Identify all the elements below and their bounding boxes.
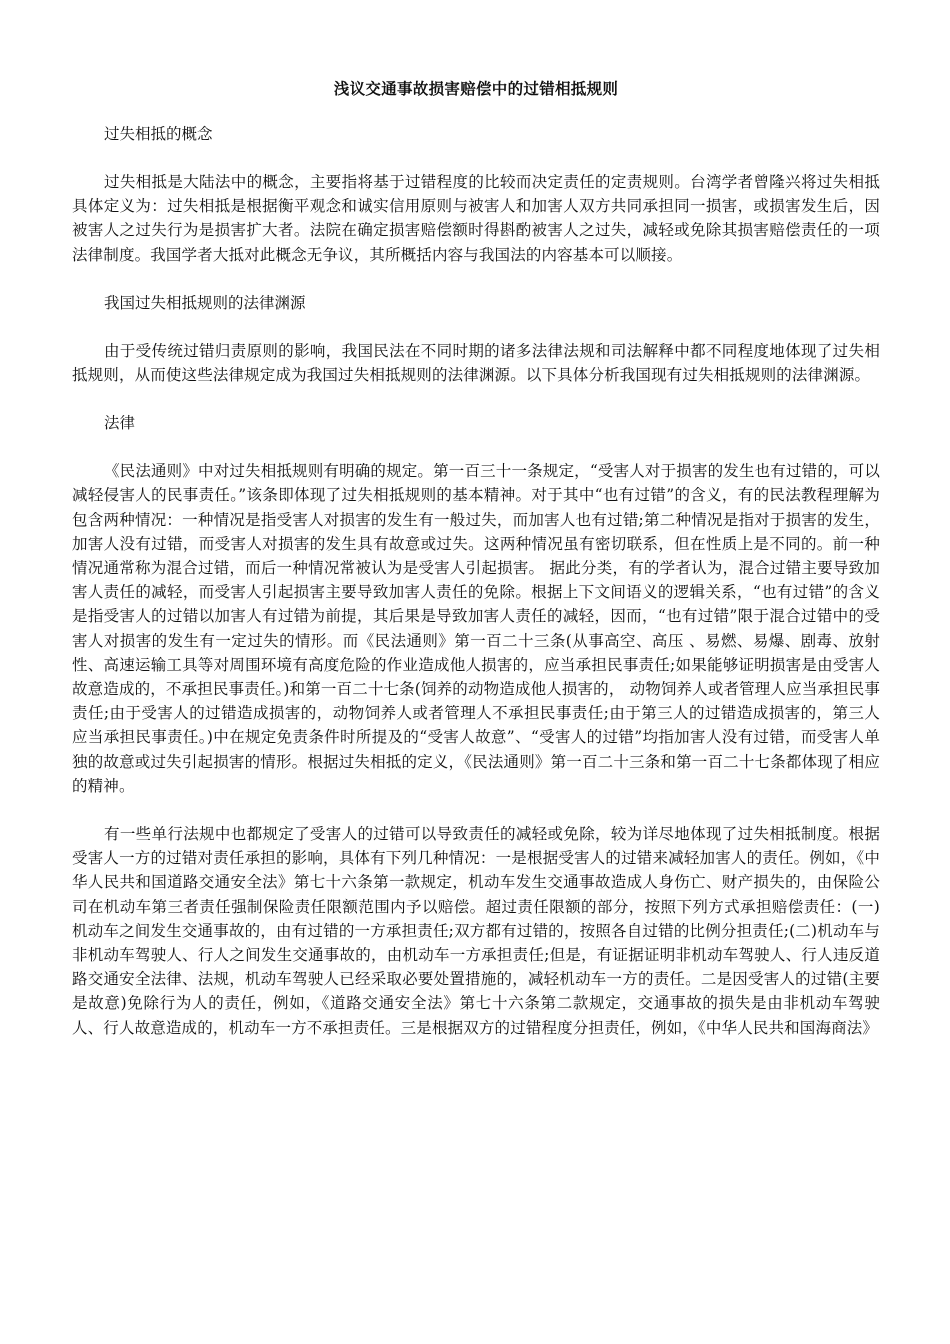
paragraph: 由于受传统过错归责原则的影响，我国民法在不同时期的诸多法律法规和司法解释中都不同程度地体现了过失相抵规则，从而使这些法律规定成为我国过失相抵规则的法律渊源。以下具体分析我国现有过失相抵规则的法律渊源。	[72, 341, 880, 385]
section-heading: 我国过失相抵规则的法律渊源	[104, 293, 306, 312]
section-heading: 法律	[104, 414, 136, 433]
paragraph: 《民法通则》中对过失相抵规则有明确的规定。第一百三十一条规定，“受害人对于损害的发生也有过错的，可以减轻侵害人的民事责任。”该条即体现了过失相抵规则的基本精神。对于其中“也有过错”的含义，有的民法教程理解为包含两种情况：一种情况是指受害人对损害的发生有一般过失，而加害人也有过错;第二种情况是指对于损害的发生，加害人没有过错，而受害人对损害的发生具有故意或过失。这两种情况虽有密切联系，但在性质上是不同的。前一种情况通常称为混合过错，而后一种情况常被认为是受害人引起损害。 据此分类，有的学者认为，混合过错主要导致加害人责任的减轻，而受害人引起损害主要导致加害人责任的免除。根据上下文间语义的逻辑关系，“也有过错”的含义是指受害人的过错以加害人有过错为前提，其后果是导致加害人责任的减轻，因而，“也有过错”限于混合过错中的受害人对损害的发生有一定过失的情形。而《民法通则》第一百二十三条(从事高空、高压 、易燃、易爆、剧毒、放射性、高速运输工具等对周围环境有高度危险的作业造成他人损害的，应当承担民事责任;如果能够证明损害是由受害人故意造成的，不承担民事责任。)和第一百二十七条(饲养的动物造成他人损害的， 动物饲养人或者管理人应当承担民事责任;由于受害人的过错造成损害的，动物饲养人或者管理人不承担民事责任;由于第三人的过错造成损害的，第三人应当承担民事责任。)中在规定免责条件时所提及的“受害人故意”、“受害人的过错”均指加害人没有过错，而受害人单独的故意或过失引起损害的情形。根据过失相抵的定义，《民法通则》第一百二十三条和第一百二十七条都体现了相应的精神。	[72, 462, 880, 795]
paragraph: 过失相抵是大陆法中的概念，主要指将基于过错程度的比较而决定责任的定责规则。台湾学者曾隆兴将过失相抵具体定义为：过失相抵是根据衡平观念和诚实信用原则与被害人和加害人双方共同承担同一损害，或损害发生后，因被害人之过失行为是损害扩大者。法院在确定损害赔偿额时得斟酌被害人之过失，减轻或免除其损害赔偿责任的一项法律制度。我国学者大抵对此概念无争议，其所概括内容与我国法的内容基本可以顺接。	[72, 173, 880, 264]
document-page	[72, 78, 880, 1064]
section-heading: 过失相抵的概念	[104, 125, 213, 143]
document-title: 浅议交通事故损害赔偿中的过错相抵规则	[333, 80, 619, 98]
paragraph: 有一些单行法规中也都规定了受害人的过错可以导致责任的减轻或免除，较为详尽地体现了过失相抵制度。根据受害人一方的过错对责任承担的影响，具体有下列几种情况：一是根据受害人的过错来减轻加害人的责任。例如，《中华人民共和国道路交通安全法》第七十六条第一款规定，机动车发生交通事故造成人身伤亡、财产损失的，由保险公司在机动车第三者责任强制保险责任限额范围内予以赔偿。超过责任限额的部分，按照下列方式承担赔偿责任：(一)机动车之间发生交通事故的，由有过错的一方承担责任;双方都有过错的，按照各自过错的比例分担责任;(二)机动车与非机动车驾驶人、行人之间发生交通事故的，由机动车一方承担责任;但是，有证据证明非机动车驾驶人、行人违反道路交通安全法律、法规，机动车驾驶人已经采取必要处置措施的，减轻机动车一方的责任。二是因受害人的过错(主要是故意)免除行为人的责任，例如，《道路交通安全法》第七十六条第二款规定，交通事故的损失是由非机动车驾驶人、行人故意造成的，机动车一方不承担责任。三是根据双方的过错程度分担责任，例如，《中华人民共和国海商法》	[72, 825, 880, 1037]
